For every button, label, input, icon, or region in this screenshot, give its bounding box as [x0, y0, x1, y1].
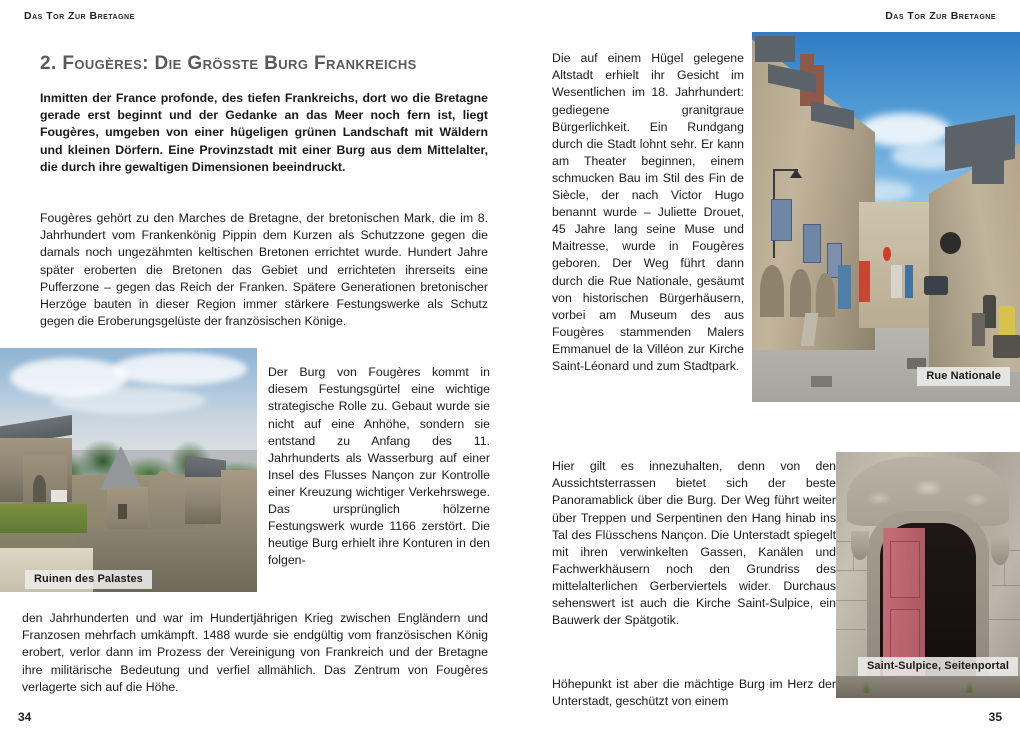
rue-nationale-photo — [752, 32, 1020, 402]
running-header-right: Das Tor Zur Bretagne — [885, 10, 996, 22]
cafe-table — [993, 335, 1020, 357]
corbel-sculpture — [991, 536, 1009, 566]
saint-sulpice-portal-photo — [836, 452, 1020, 698]
masonry-joint — [992, 585, 1020, 586]
cafe-chair — [972, 313, 985, 346]
round-shop-sign — [940, 232, 961, 254]
drain-cover — [811, 376, 832, 387]
window — [803, 224, 821, 263]
photo-caption: Ruinen des Palastes — [25, 570, 152, 589]
window — [771, 199, 792, 242]
grass-slope — [0, 504, 87, 533]
oldtown-paragraph: Die auf einem Hügel gelegene Altstadt erhielt ihr Gesicht im Wesentlichen im 18. Jahrhundert: gediegene granitgraue Bürgerlichkeit. Ein Rundgang durch die Stadt lohnt sehr. Er kann am Theater beginnen, einem schmucken Bau im Stil des Fin de Siècle, der nach Victor Hugo benannt wurde – Juliette Drouet, 45 Jahre lang seine Muse und Maitresse, wurde in Fougères geboren. Der Weg führt dann durch die Rue Nationale, gesäumt von historischen Bürgerhäusern, vorbei am Museum des aus Fougères stammenden Malers Emmanuel de la Villéon zur Kirche Saint-Léonard und zum Stadtpark. — [552, 51, 744, 373]
cloud-shape — [51, 387, 205, 414]
photo-caption: Saint-Sulpice, Seitenportal — [858, 657, 1018, 676]
highlight-paragraph: Höhepunkt ist aber die mächtige Burg im Herz der Unterstadt, geschützt von einem — [552, 677, 836, 709]
masonry-joint — [836, 570, 867, 571]
tower-cone-roof — [100, 446, 142, 490]
parked-car — [924, 276, 948, 295]
tower-window — [118, 504, 127, 519]
cloud-shape — [113, 353, 247, 385]
page-number-right: 35 — [988, 710, 1002, 724]
flag — [51, 490, 66, 502]
street-lamp-head — [790, 169, 802, 178]
running-header-left: Das Tor Zur Bretagne — [24, 10, 135, 22]
dormer — [972, 150, 1004, 183]
castle-paragraph-continued: den Jahrhunderten und war im Hundertjährigen Krieg zwischen Engländern und Franzosen mehrfach umkämpft. 1488 wurde sie endgültig vom französischen König erobert, verlor dann im Prozess der Vereinigung von Frankreich und der Bretagne ihre militärische Bedeutung und verfiel allmählich. Das Zentrum von Fougères verlagerte sich auf die Höhe. — [22, 611, 488, 694]
weed-plant — [862, 681, 871, 693]
arcade-arch — [816, 273, 835, 317]
masonry-joint — [989, 619, 1020, 620]
shop-front — [905, 265, 913, 298]
roof — [755, 36, 795, 62]
shop-front — [838, 265, 851, 309]
shop-front — [859, 261, 870, 302]
shop-front — [891, 265, 902, 298]
arcade-arch — [790, 269, 811, 317]
history-paragraph: Fougères gehört zu den Marches de Bretagne, der bretonischen Mark, die im 8. Jahrhundert vom Frankenkönig Pippin dem Kurzen als Schutzzone gegen die damals noch ungezähmten keltischen Bretonen errichtet wurde. Hundert Jahre später eroberten die Bretonen das Gebiet und errichteten ihrerseits eine Pufferzone – gegen das Reich der Franken. Spätere Generationen bretonischer Herzöge bauten in dieser Region immer stärkere Festungswerke als Schutz gegen die Eroberungsgelüste der französischen Könige. — [40, 211, 488, 328]
stone-building — [221, 470, 257, 529]
terraces-paragraph: Hier gilt es innezuhalten, denn von den Aussichtsterrassen bietet sich der beste Panoramablick über die Burg. Der Weg führt weiter über Treppen und Serpentinen den Hang hinab ins Tal des Flüsschens Nançon. Die Unterstadt spiegelt mit ihren verwinkelten Gassen, Kanälen und Fachwerkhäusern noch den Grundriss des mittelalterlichen Gerberviertels wider. Durchaus sehenswert ist auch die Kirche Saint-Sulpice, ein Bauwerk der Spätgotik. — [552, 459, 836, 628]
corbel-sculpture — [851, 531, 869, 561]
arcade-arch — [760, 265, 784, 317]
page-title: 2. Fougères: Die Grösste Burg Frankreichs — [40, 52, 417, 74]
tower-window — [33, 475, 46, 502]
masonry-joint — [836, 629, 865, 630]
castle-ruins-photo — [0, 348, 257, 592]
castle-paragraph-wrapped: Der Burg von Fougères kommt in diesem Festungsgürtel eine wichtige strategische Rolle zu. Gebaut wurde sie nicht auf eine Anhöhe, sondern sie entstand zu Anfang des 11. Jahrhunderts als Wasserburg auf einer Insel des Flusses Nançon zur Kontrolle einer Kreuzung wichtiger Verkehrswege. Das ursprünglich hölzerne Festungswerk wurde 1166 zerstört. Die heutige Burg erhielt ihre Konturen in den folgen- — [268, 365, 490, 568]
door-panel — [890, 541, 921, 598]
masonry-joint — [836, 600, 869, 601]
photo-caption: Rue Nationale — [917, 367, 1010, 386]
intro-paragraph: Inmitten der France profonde, des tiefen Frankreichs, dort wo die Bretagne gerade erst beginnt und der Gedanke an das Meer noch fern ist, liegt Fougères, umgeben von einer hügeligen grünen Landschaft mit Wäldern und kleinen Dörfern. Eine Provinzstadt mit einer Burg aus dem Mittelalter, die durch ihre gewaltigen Dimensionen beeindruckt. — [40, 91, 488, 174]
stone-building — [185, 477, 226, 523]
page-number-left: 34 — [18, 710, 32, 724]
weed-plant — [965, 681, 974, 693]
